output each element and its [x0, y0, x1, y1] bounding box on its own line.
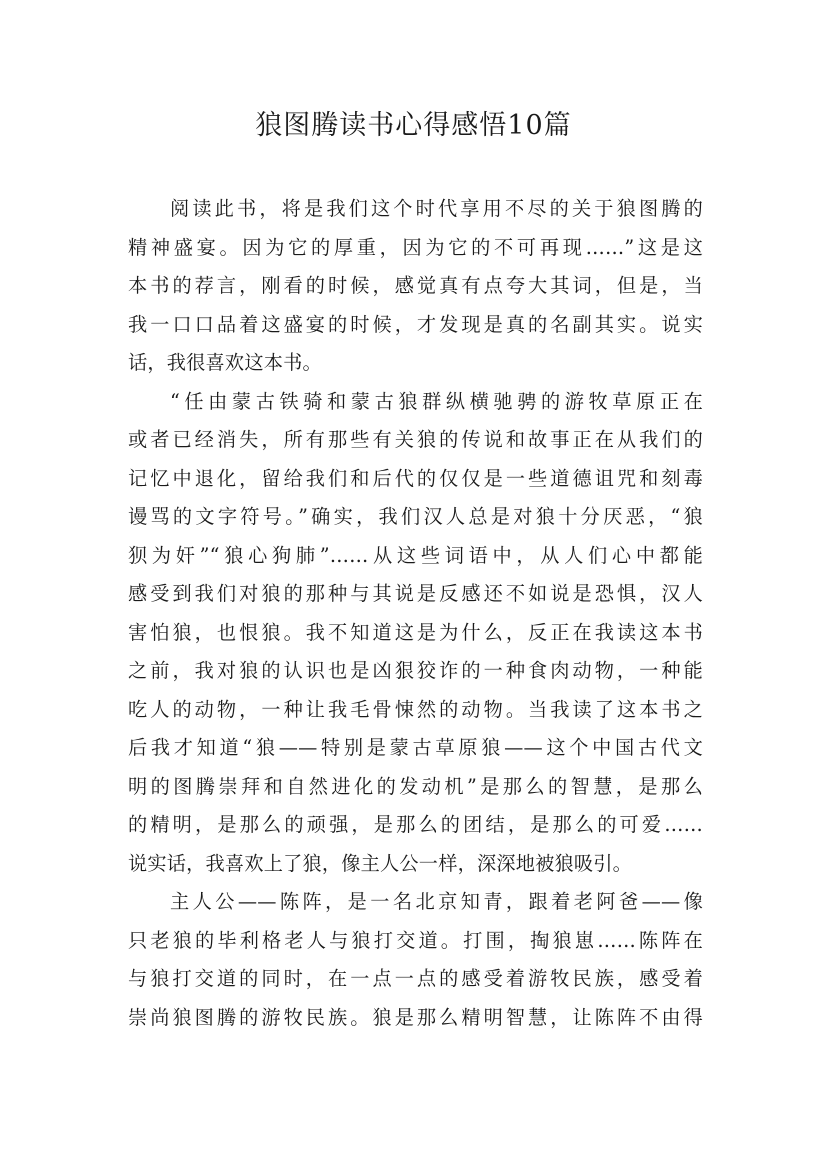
- text-line: 感受到我们对狼的那种与其说是反感还不如说是恐惧，汉人: [128, 582, 703, 605]
- text-line: 阅读此书，将是我们这个时代享用不尽的关于狼图腾的: [170, 197, 703, 220]
- text-line: 狈为奸”“狼心狗肺”……从这些词语中，从人们心中都能: [128, 543, 703, 567]
- text-line: 之前，我对狼的认识也是凶狠狡诈的一种食肉动物，一种能: [128, 659, 703, 682]
- text-line: 我一口口品着这盛宴的时候，才发现是真的名副其实。说实: [128, 312, 703, 336]
- document-body: [128, 190, 703, 1037]
- text-line: 记忆中退化，留给我们和后代的仅仅是一些道德诅咒和刻毒: [128, 466, 703, 490]
- text-line: 话，我很喜欢这本书。: [128, 351, 322, 374]
- text-line: 主人公——陈阵，是一名北京知青，跟着老阿爸——像: [170, 890, 703, 913]
- text-line: 或者已经消失，所有那些有关狼的传说和故事正在从我们的: [128, 428, 703, 451]
- text-line: 与狼打交道的同时，在一点一点的感受着游牧民族，感受着: [128, 967, 703, 990]
- paragraph-1: [128, 190, 703, 383]
- text-line: 后我才知道“狼——特别是蒙古草原狼——这个中国古代文: [128, 736, 703, 759]
- text-line: “任由蒙古铁骑和蒙古狼群纵横驰骋的游牧草原正在: [170, 389, 703, 413]
- text-line: 本书的荐言，刚看的时候，感觉真有点夸大其词，但是，当: [128, 274, 703, 297]
- text-line: 明的图腾崇拜和自然进化的发动机”是那么的智慧，是那么: [128, 774, 703, 798]
- text-line: 吃人的动物，一种让我毛骨悚然的动物。当我读了这本书之: [128, 697, 703, 721]
- text-line: 说实话，我喜欢上了狼，像主人公一样，深深地被狼吸引。: [128, 851, 633, 875]
- paragraph-2: [128, 383, 703, 884]
- text-line: 谩骂的文字符号。”确实，我们汉人总是对狼十分厌恶，“狼: [128, 505, 703, 528]
- text-line: 害怕狼，也恨狼。我不知道这是为什么，反正在我读这本书: [128, 620, 703, 644]
- document-title: 狼图腾读书心得感悟10篇: [255, 110, 572, 141]
- text-line: 的精明，是那么的顽强，是那么的团结，是那么的可爱……: [128, 813, 703, 836]
- text-line: 只老狼的毕利格老人与狼打交道。打围，掏狼崽……陈阵在: [128, 928, 703, 952]
- text-line: 精神盛宴。因为它的厚重，因为它的不可再现……”这是这: [128, 235, 703, 259]
- text-line: 崇尚狼图腾的游牧民族。狼是那么精明智慧，让陈阵不由得: [128, 1005, 703, 1029]
- paragraph-3: [128, 883, 703, 1037]
